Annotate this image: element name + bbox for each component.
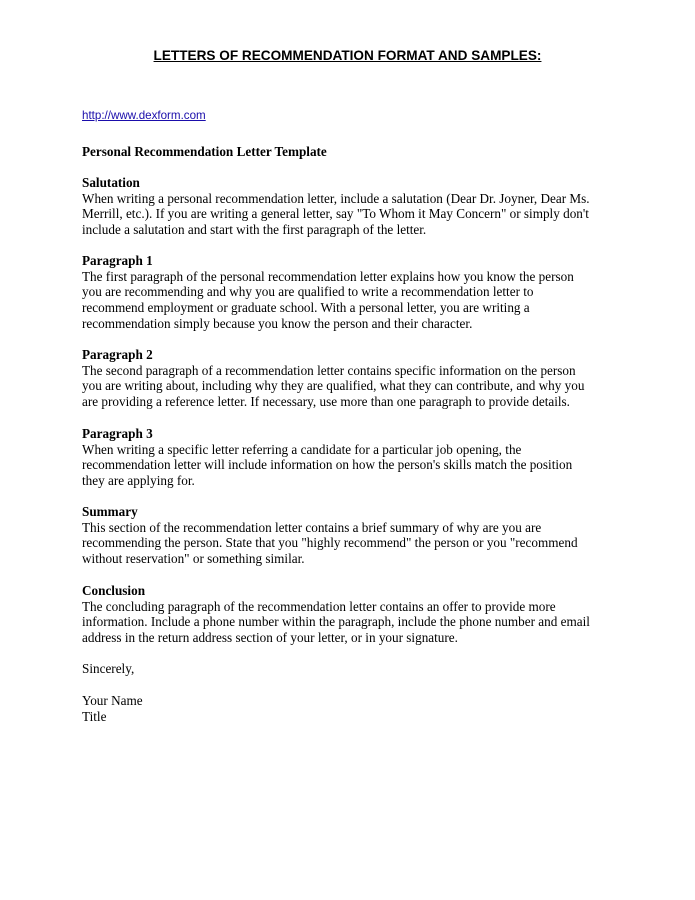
template-subtitle: [82, 144, 622, 160]
section-body: [82, 191, 622, 238]
text-line: they are applying for.: [82, 473, 195, 489]
section-heading: Salutation: [82, 175, 140, 190]
section-body: [82, 599, 622, 646]
text-line: recommend employment or graduate school. With a personal letter, you are writing a: [82, 300, 530, 316]
signature-block: [82, 693, 622, 724]
section-body: [82, 520, 622, 567]
section-paragraph-2: [82, 347, 622, 410]
text-line: When writing a personal recommendation letter, include a salutation (Dear Dr. Joyner, Dear Ms.: [82, 190, 590, 206]
section-heading: Conclusion: [82, 583, 146, 598]
section-body: [82, 363, 622, 410]
text-line: The first paragraph of the personal recommendation letter explains how you know the person: [82, 268, 574, 284]
document-title: LETTERS OF RECOMMENDATION FORMAT AND SAMPLES:: [153, 48, 542, 63]
text-line: you are writing about, including why they are qualified, what they can contribute, and why you: [82, 378, 585, 394]
text-line: without reservation" or something similar.: [82, 551, 305, 567]
section-paragraph-3: [82, 426, 622, 489]
section-summary: [82, 504, 622, 567]
text-line: you are recommending and why you are qualified to write a recommendation letter to: [82, 284, 534, 300]
text-line: include a salutation and start with the first paragraph of the letter.: [82, 222, 427, 238]
text-line: This section of the recommendation letter contains a brief summary of why are you are: [82, 519, 542, 535]
text-line: Merrill, etc.). If you are writing a general letter, say "To Whom it May Concern" or simply don't: [82, 206, 589, 222]
section-conclusion: [82, 583, 622, 646]
section-body: [82, 269, 622, 332]
subtitle-heading: Personal Recommendation Letter Template: [82, 144, 327, 159]
text-line: recommendation simply because you know the person and their character.: [82, 315, 473, 331]
closing: [82, 661, 622, 677]
text-line: When writing a specific letter referring a candidate for a particular job opening, the: [82, 441, 522, 457]
signature-title: Title: [82, 708, 107, 724]
section-heading: Paragraph 3: [82, 426, 153, 441]
section-body: [82, 442, 622, 489]
text-line: The concluding paragraph of the recommendation letter contains an offer to provide more: [82, 598, 556, 614]
text-line: address in the return address section of your letter, or in your signature.: [82, 630, 458, 646]
section-salutation: [82, 175, 622, 238]
section-heading: Paragraph 2: [82, 347, 153, 362]
dexform-link[interactable]: http://www.dexform.com: [82, 109, 206, 122]
text-line: recommendation letter will include information on how the person's skills match the position: [82, 457, 573, 473]
closing-text: Sincerely,: [82, 661, 135, 676]
text-line: The second paragraph of a recommendation letter contains specific information on the person: [82, 362, 576, 378]
text-line: information. Include a phone number within the paragraph, include the phone number and email: [82, 614, 590, 630]
section-heading: Summary: [82, 504, 138, 519]
section-paragraph-1: [82, 253, 622, 332]
text-line: recommending the person. State that you "highly recommend" the person or you "recommend: [82, 535, 578, 551]
text-line: are providing a reference letter. If necessary, use more than one paragraph to provide details.: [82, 394, 570, 410]
section-heading: Paragraph 1: [82, 253, 153, 268]
signature-name: Your Name: [82, 693, 143, 708]
